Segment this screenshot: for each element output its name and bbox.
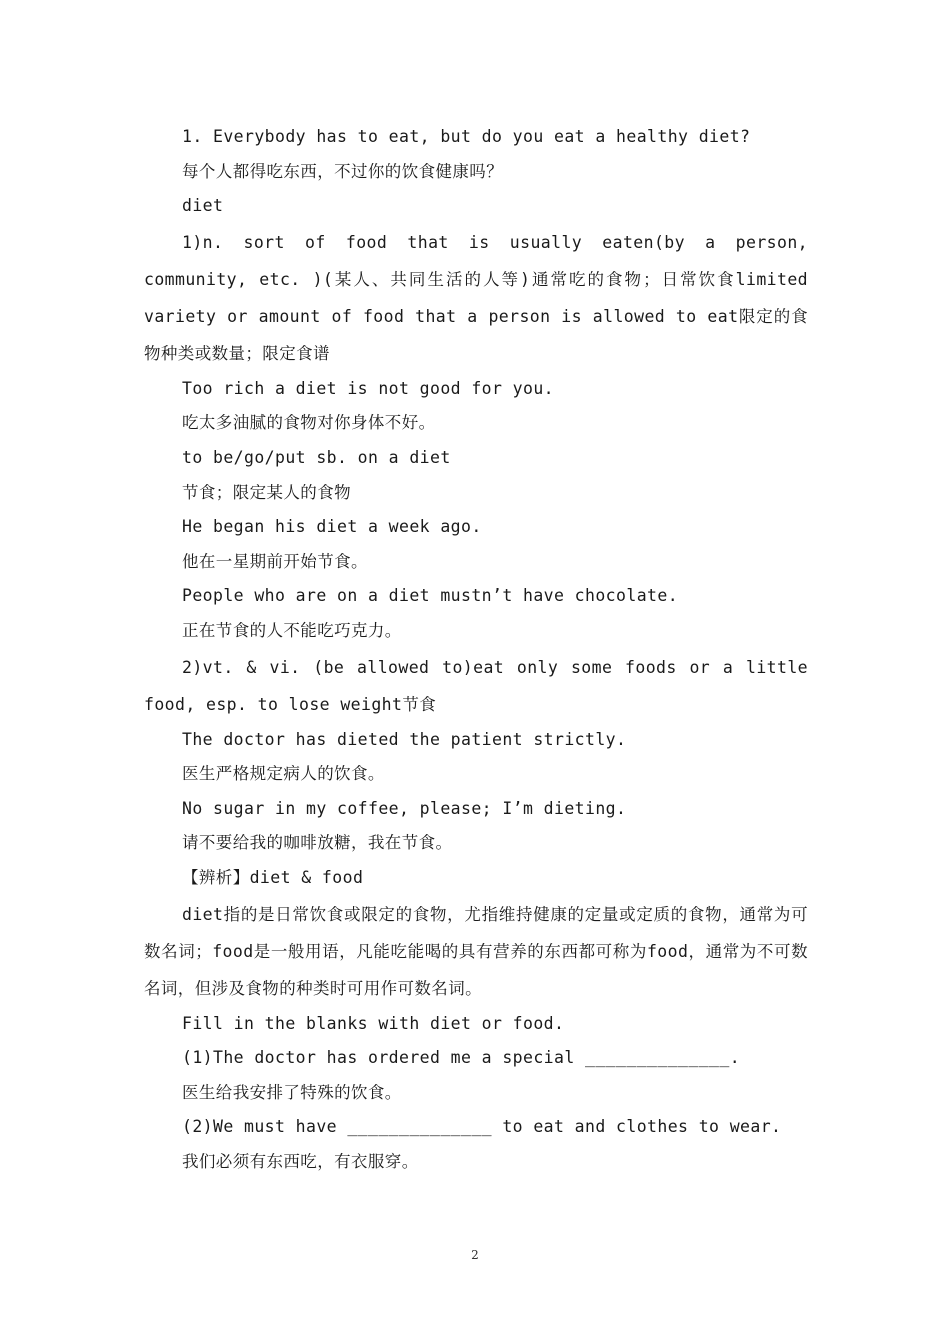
exercise-item: (1)The doctor has ordered me a special ______________.: [182, 1048, 741, 1068]
headword: diet: [182, 196, 224, 216]
phrase-chinese: 节食；限定某人的食物: [182, 482, 351, 502]
example-chinese: 医生严格规定病人的饮食。: [182, 764, 385, 784]
example-chinese: 吃太多油腻的食物对你身体不好。: [182, 413, 436, 433]
example-chinese: 请不要给我的咖啡放糖，我在节食。: [182, 833, 453, 853]
example-english: People who are on a diet mustn’t have chocolate.: [182, 586, 679, 606]
exercise-instruction: Fill in the blanks with diet or food.: [182, 1013, 565, 1033]
example-english: The doctor has dieted the patient strictly.: [182, 729, 627, 749]
page-number: 2: [471, 1248, 479, 1262]
sentence-english: 1. Everybody has to eat, but do you eat a healthy diet?: [182, 127, 751, 146]
analysis-paragraph: diet指的是日常饮食或限定的食物，尤指维持健康的定量或定质的食物，通常为可数名词；food是一般用语，凡能吃能喝的具有营养的东西都可称为food，通常为不可数名词，但涉及食物的种类时可用作可数名词。: [144, 904, 808, 998]
exercise-translation: 我们必须有东西吃，有衣服穿。: [182, 1151, 419, 1171]
example-english: Too rich a diet is not good for you.: [182, 378, 555, 398]
example-chinese: 他在一星期前开始节食。: [182, 551, 368, 571]
example-chinese: 正在节食的人不能吃巧克力。: [182, 620, 402, 640]
example-english: He began his diet a week ago.: [182, 517, 482, 537]
document-content: [144, 120, 808, 1179]
example-english: No sugar in my coffee, please; I’m dieting.: [182, 798, 627, 818]
exercise-translation: 医生给我安排了特殊的饮食。: [182, 1082, 402, 1102]
definition-verb: 2)vt. & vi. (be allowed to)eat only some foods or a little food, esp. to lose weight节食: [144, 657, 808, 714]
definition-noun: 1)n. sort of food that is usually eaten(by a person, community, etc. )(某人、共同生活的人等)通常吃的食物；日常饮食limited variety or amount of food that a person is allowed to eat限定的食物种类或数量；限定食谱: [144, 232, 808, 363]
sentence-chinese: 每个人都得吃东西，不过你的饮食健康吗？: [182, 161, 504, 181]
exercise-item: (2)We must have ______________ to eat and clothes to wear.: [182, 1117, 782, 1137]
analysis-heading: 【辨析】diet & food: [182, 867, 364, 887]
phrase-english: to be/go/put sb. on a diet: [182, 447, 451, 467]
